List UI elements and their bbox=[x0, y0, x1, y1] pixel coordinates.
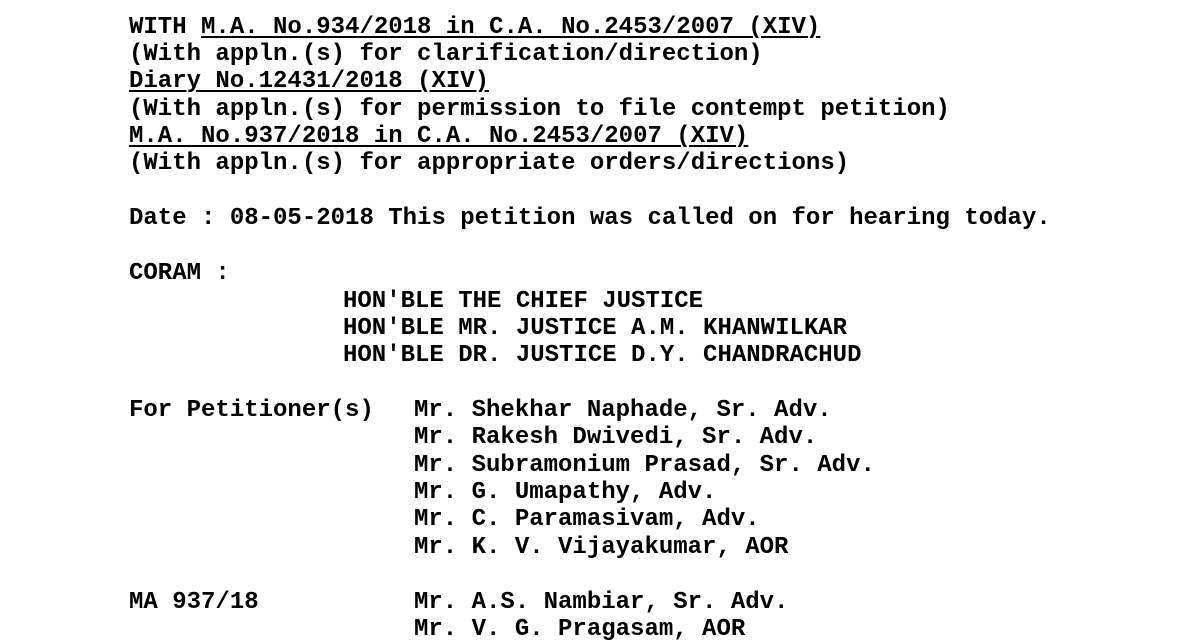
case-number-1: M.A. No.934/2018 in C.A. No.2453/2007 (XIV) bbox=[201, 14, 821, 41]
petitioner-counsel-5: Mr. C. Paramasivam, Adv. bbox=[414, 506, 760, 533]
application-note-2: (With appln.(s) for permission to file contempt petition) bbox=[129, 96, 950, 123]
application-note-3: (With appln.(s) for appropriate orders/directions) bbox=[129, 150, 850, 177]
petitioner-counsel-4: Mr. G. Umapathy, Adv. bbox=[414, 479, 717, 506]
ma-937-counsel-1: Mr. A.S. Nambiar, Sr. Adv. bbox=[414, 589, 789, 616]
ma-937-label: MA 937/18 bbox=[129, 589, 259, 616]
judge-1: HON'BLE THE CHIEF JUSTICE bbox=[343, 288, 704, 315]
case-number-2: Diary No.12431/2018 (XIV) bbox=[129, 68, 490, 95]
with-prefix: WITH bbox=[129, 14, 202, 41]
petitioner-counsel-1: Mr. Shekhar Naphade, Sr. Adv. bbox=[414, 397, 832, 424]
case-header-line-1 bbox=[129, 14, 820, 41]
case-number-3: M.A. No.937/2018 in C.A. No.2453/2007 (XIV) bbox=[129, 123, 749, 150]
coram-label: CORAM : bbox=[129, 260, 230, 287]
application-note-1: (With appln.(s) for clarification/direction) bbox=[129, 41, 763, 68]
petitioner-counsel-6: Mr. K. V. Vijayakumar, AOR bbox=[414, 534, 789, 561]
judge-2: HON'BLE MR. JUSTICE A.M. KHANWILKAR bbox=[343, 315, 848, 342]
petitioner-counsel-3: Mr. Subramonium Prasad, Sr. Adv. bbox=[414, 452, 875, 479]
ma-937-counsel-2: Mr. V. G. Pragasam, AOR bbox=[414, 616, 746, 643]
hearing-date-line: Date : 08-05-2018 This petition was called on for hearing today. bbox=[129, 205, 1051, 232]
petitioner-label: For Petitioner(s) bbox=[129, 397, 374, 424]
judge-3: HON'BLE DR. JUSTICE D.Y. CHANDRACHUD bbox=[343, 342, 862, 369]
petitioner-counsel-2: Mr. Rakesh Dwivedi, Sr. Adv. bbox=[414, 424, 818, 451]
